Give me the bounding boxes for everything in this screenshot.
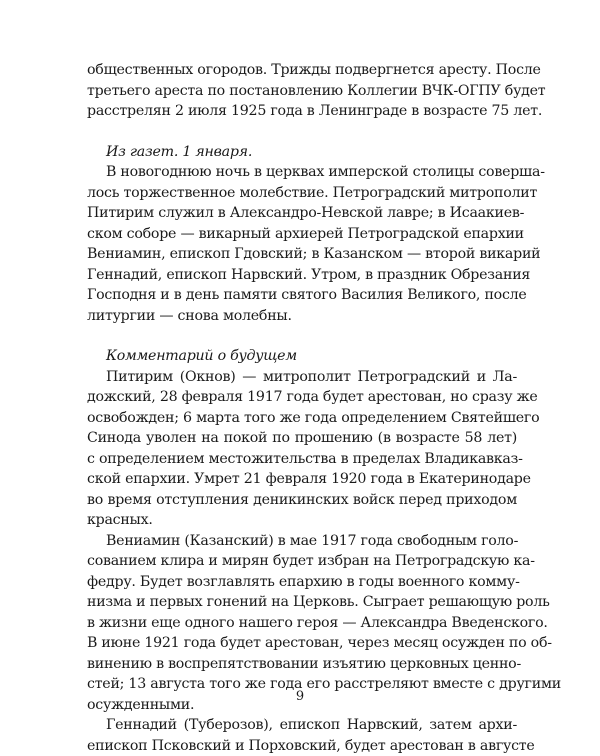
text-line: сованием клира и мирян будет избран на Петроградскую ка- — [87, 551, 517, 572]
text-line: В новогоднюю ночь в церквах имперской столицы соверша- — [87, 162, 517, 183]
text-line: Геннадий (Туберозов), епископ Нарвский, затем архи- — [87, 715, 517, 736]
text-line: общественных огородов. Трижды подвергнется аресту. После — [87, 60, 517, 81]
text-line: литургии — снова молебны. — [87, 306, 517, 327]
text-line: во время отступления деникинских войск перед приходом — [87, 490, 517, 511]
section-heading: Из газет. 1 января. — [87, 142, 517, 163]
text-line: с определением местожительства в пределах Владикавказ- — [87, 449, 517, 470]
text-line: ском соборе — викарный архиерей Петроградской епархии — [87, 224, 517, 245]
text-line: красных. — [87, 510, 517, 531]
text-line: Питирим (Окнов) — митрополит Петроградский и Ла- — [87, 367, 517, 388]
section-news — [87, 142, 517, 327]
text-line: Питирим служил в Александро-Невской лавре; в Исаакиев- — [87, 203, 517, 224]
text-line: Вениамин, епископ Гдовский; в Казанском — второй викарий — [87, 244, 517, 265]
text-line: Вениамин (Казанский) в мае 1917 года свободным голо- — [87, 531, 517, 552]
text-line: ской епархии. Умрет 21 февраля 1920 года в Екатеринодаре — [87, 469, 517, 490]
paragraph-veniamin — [87, 531, 517, 716]
text-line: освобожден; 6 марта того же года определением Святейшего — [87, 408, 517, 429]
paragraph-block1 — [87, 60, 517, 122]
paragraph-pitirim — [87, 367, 517, 531]
text-line: винению в воспрепятствовании изъятию церковных ценно- — [87, 654, 517, 675]
text-line: Синода уволен на покой по прошению (в возрасте 58 лет) — [87, 428, 517, 449]
text-line: Господня и в день памяти святого Василия Великого, после — [87, 285, 517, 306]
section-heading: Комментарий о будущем — [87, 346, 517, 367]
section-gap — [87, 326, 517, 346]
text-line: епископ Псковский и Порховский, будет арестован в августе — [87, 736, 517, 756]
text-line: федру. Будет возглавлять епархию в годы военного комму- — [87, 572, 517, 593]
text-line: лось торжественное молебствие. Петроградский митрополит — [87, 183, 517, 204]
text-line: в жизни еще одного нашего героя — Александра Введенского. — [87, 613, 517, 634]
page-body — [87, 60, 517, 756]
section-gap — [87, 122, 517, 142]
text-line: низма и первых гонений на Церковь. Сыграет решающую роль — [87, 592, 517, 613]
text-line: Геннадий, епископ Нарвский. Утром, в праздник Обрезания — [87, 265, 517, 286]
text-line: осужденными. — [87, 695, 517, 716]
text-line: В июне 1921 года будет арестован, через месяц осужден по об- — [87, 633, 517, 654]
text-line: расстрелян 2 июля 1925 года в Ленинграде в возрасте 75 лет. — [87, 101, 517, 122]
text-line: стей; 13 августа того же года его расстреляют вместе с другими — [87, 674, 517, 695]
page-number: 9 — [0, 689, 600, 704]
text-line: третьего ареста по постановлению Коллегии ВЧК-ОГПУ будет — [87, 81, 517, 102]
text-line: дожский, 28 февраля 1917 года будет арестован, но сразу же — [87, 387, 517, 408]
